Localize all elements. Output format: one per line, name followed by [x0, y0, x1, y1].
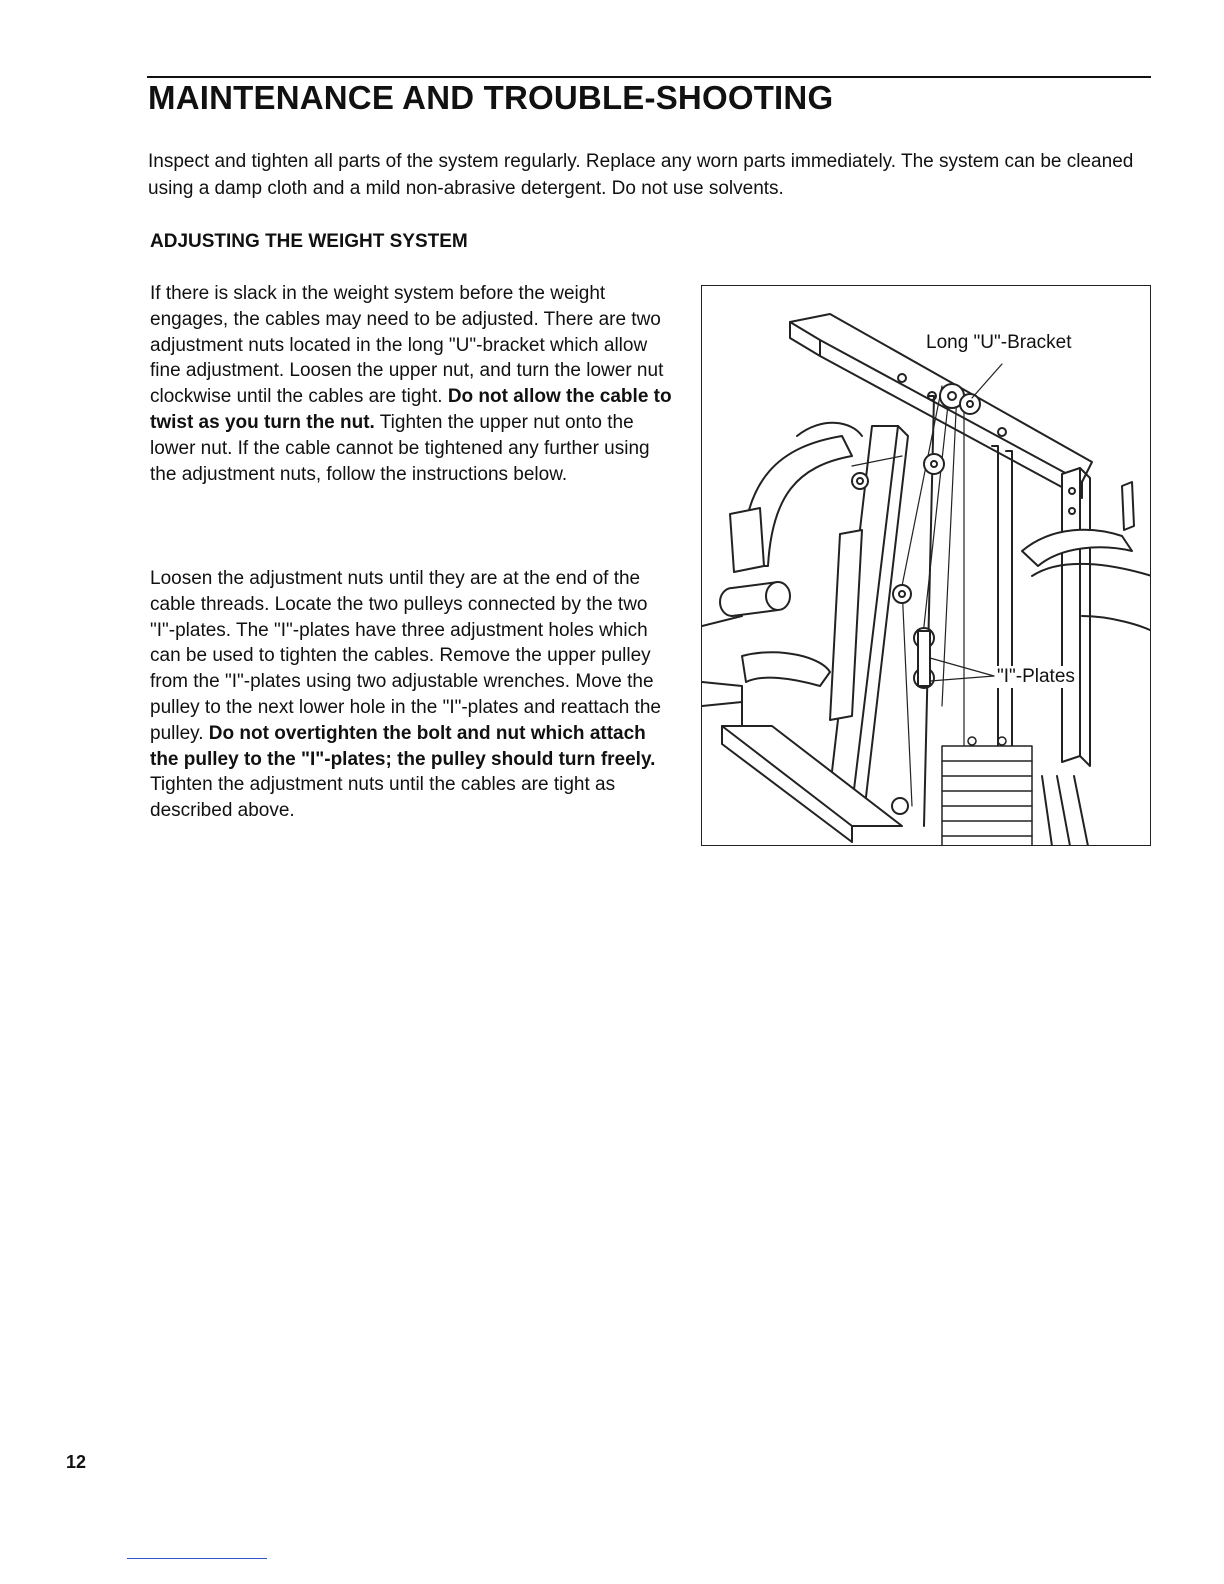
right-handle: [1022, 482, 1151, 846]
i-plates: [918, 631, 930, 686]
paragraph-text: If there is slack in the weight system before the weight engages, the cables may need to be adjusted. There are two adjustment nuts located in the long "U"-bracket which allow fine adjustment. Loosen the upper nut, and turn the lower nut clockwise until the cables are tight.: [150, 283, 664, 408]
leg-rollers: [702, 582, 790, 626]
warning-text: Do not allow the cable to twist as you turn the nut.: [150, 386, 672, 433]
weight-system-illustration: [701, 285, 1151, 846]
base-frame: [702, 682, 902, 842]
intro-paragraph: Inspect and tighten all parts of the system regularly. Replace any worn parts immediately. The system can be cleaned using a damp cloth and a mild non-abrasive detergent. Do not use solvents.: [148, 151, 1134, 199]
paragraph-text: Loosen the adjustment nuts until they are at the end of the cable threads. Locate the two pulleys connected by the two "I"-plates. The "I"-plates have three adjustment holes which can be used to tighten the cables. Remove the upper pulley from the "I"-plates using two adjustable wrenches. Move the pulley to the next lower hole in the "I"-plates and reattach the pulley.: [150, 568, 661, 744]
long-u-bracket-label: Long "U"-Bracket: [926, 332, 1072, 353]
weight-stack: [942, 737, 1032, 846]
page-title: MAINTENANCE AND TROUBLE-SHOOTING: [148, 79, 834, 116]
weight-system-drawing: [702, 286, 1151, 846]
paragraph-pulley-adjustment: [150, 566, 675, 824]
i-plates-label: "I"-Plates: [997, 666, 1075, 687]
paragraph-text: Tighten the upper nut onto the lower nut. If the cable cannot be tightened any further using the adjustment nuts, follow the instructions below.: [150, 411, 650, 485]
paragraph-text: Tighten the adjustment nuts until the cables are tight as described above.: [150, 774, 616, 822]
seat: [742, 652, 830, 686]
warning-text: Do not overtighten the bolt and nut which attach the pulley to the "I"-plates; the pulley should turn freely.: [150, 722, 656, 770]
section-heading: ADJUSTING THE WEIGHT SYSTEM: [150, 231, 468, 252]
bottom-rule: [127, 1558, 267, 1559]
paragraph-slack-adjustment: [150, 281, 675, 487]
page-number: 12: [66, 1452, 87, 1472]
